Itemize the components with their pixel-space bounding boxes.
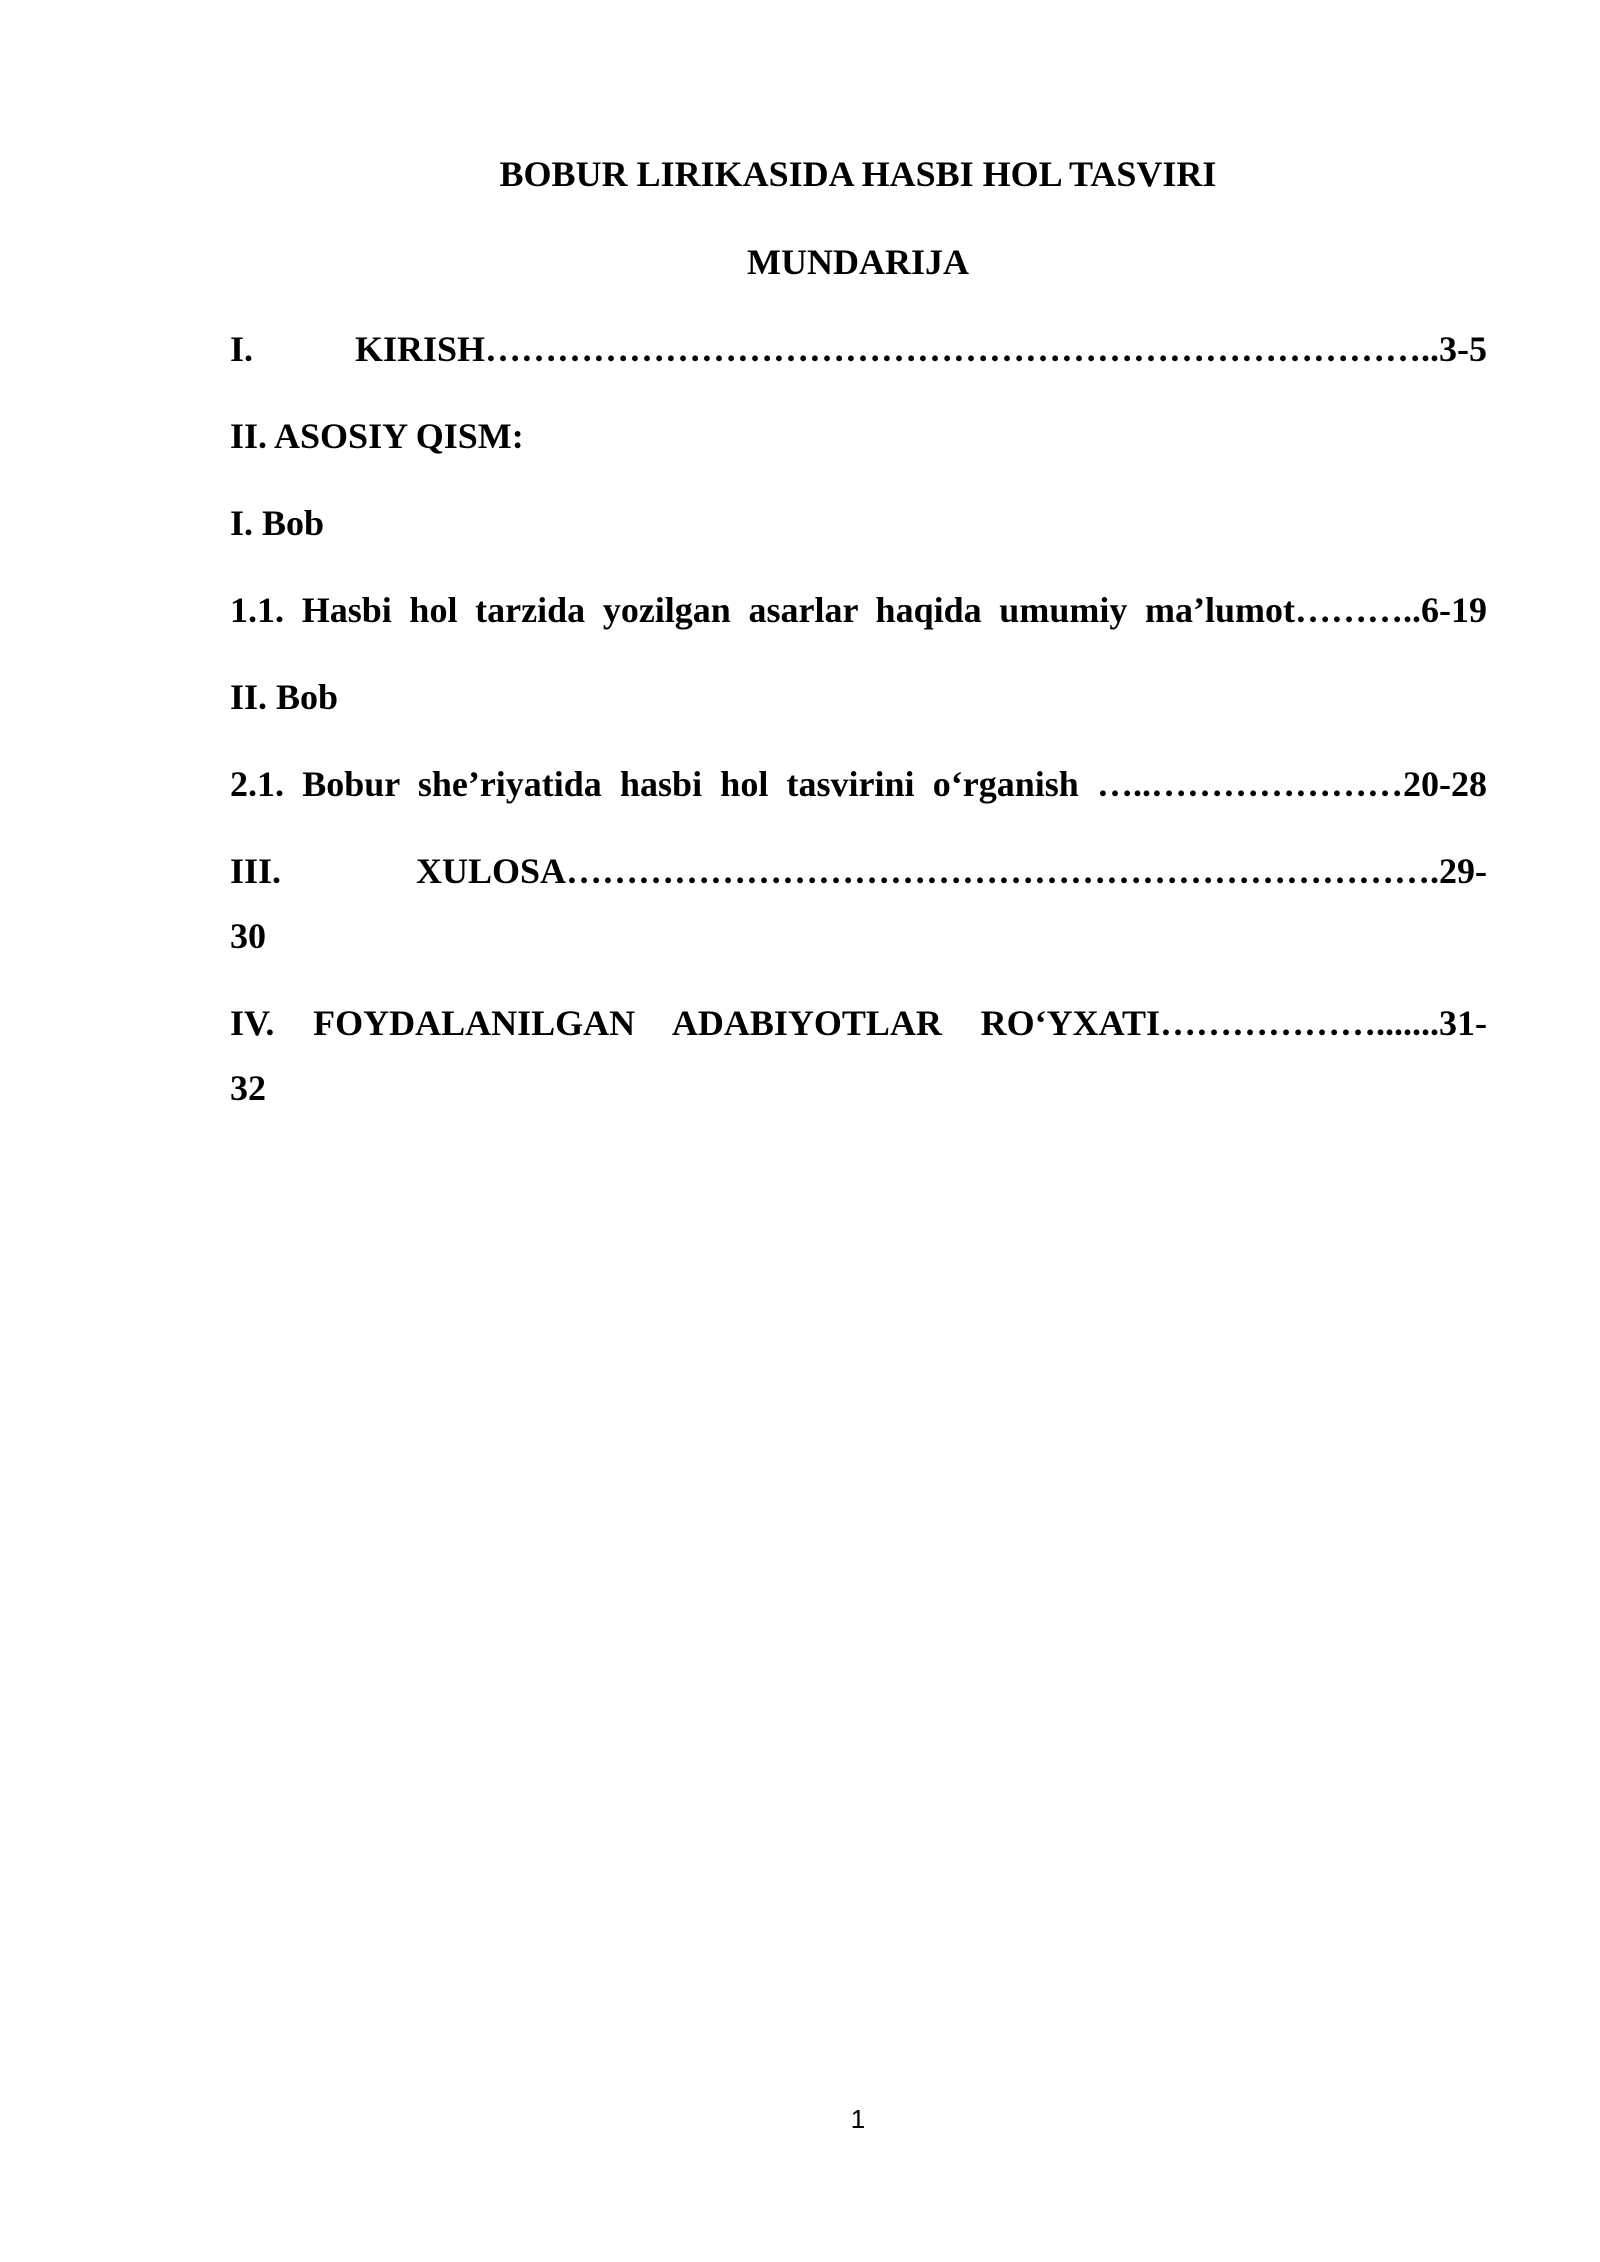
toc-entry-adabiyotlar: IV. FOYDALANILGAN ADABIYOTLAR RO‘YXATI……………….......31-: [230, 1003, 1487, 1043]
page-number: 1: [850, 2104, 866, 2134]
toc-entry-1-1: 1.1. Hasbi hol tarzida yozilgan asarlar haqida umumiy ma’lumot………..6-19: [230, 590, 1487, 630]
toc-entry-bob-1: I. Bob: [230, 503, 325, 543]
toc-entry-adabiyotlar-continuation: 32: [230, 1068, 266, 1108]
document-title: BOBUR LIRIKASIDA HASBI HOL TASVIRI: [499, 154, 1217, 194]
toc-entry-kirish: I. KIRISH……………………………………………………………………..3-5: [230, 329, 1487, 369]
toc-entry-bob-2: II. Bob: [230, 677, 339, 717]
toc-entry-asosiy-qism: II. ASOSIY QISM:: [230, 416, 524, 456]
toc-entry-xulosa: III. XULOSA……………………………………………………………….29-: [230, 851, 1487, 891]
toc-entry-2-1: 2.1. Bobur she’riyatida hasbi hol tasvirini o‘rganish …..…………………20-28: [230, 764, 1487, 804]
toc-heading: MUNDARIJA: [747, 242, 969, 282]
toc-entry-xulosa-continuation: 30: [230, 916, 266, 956]
